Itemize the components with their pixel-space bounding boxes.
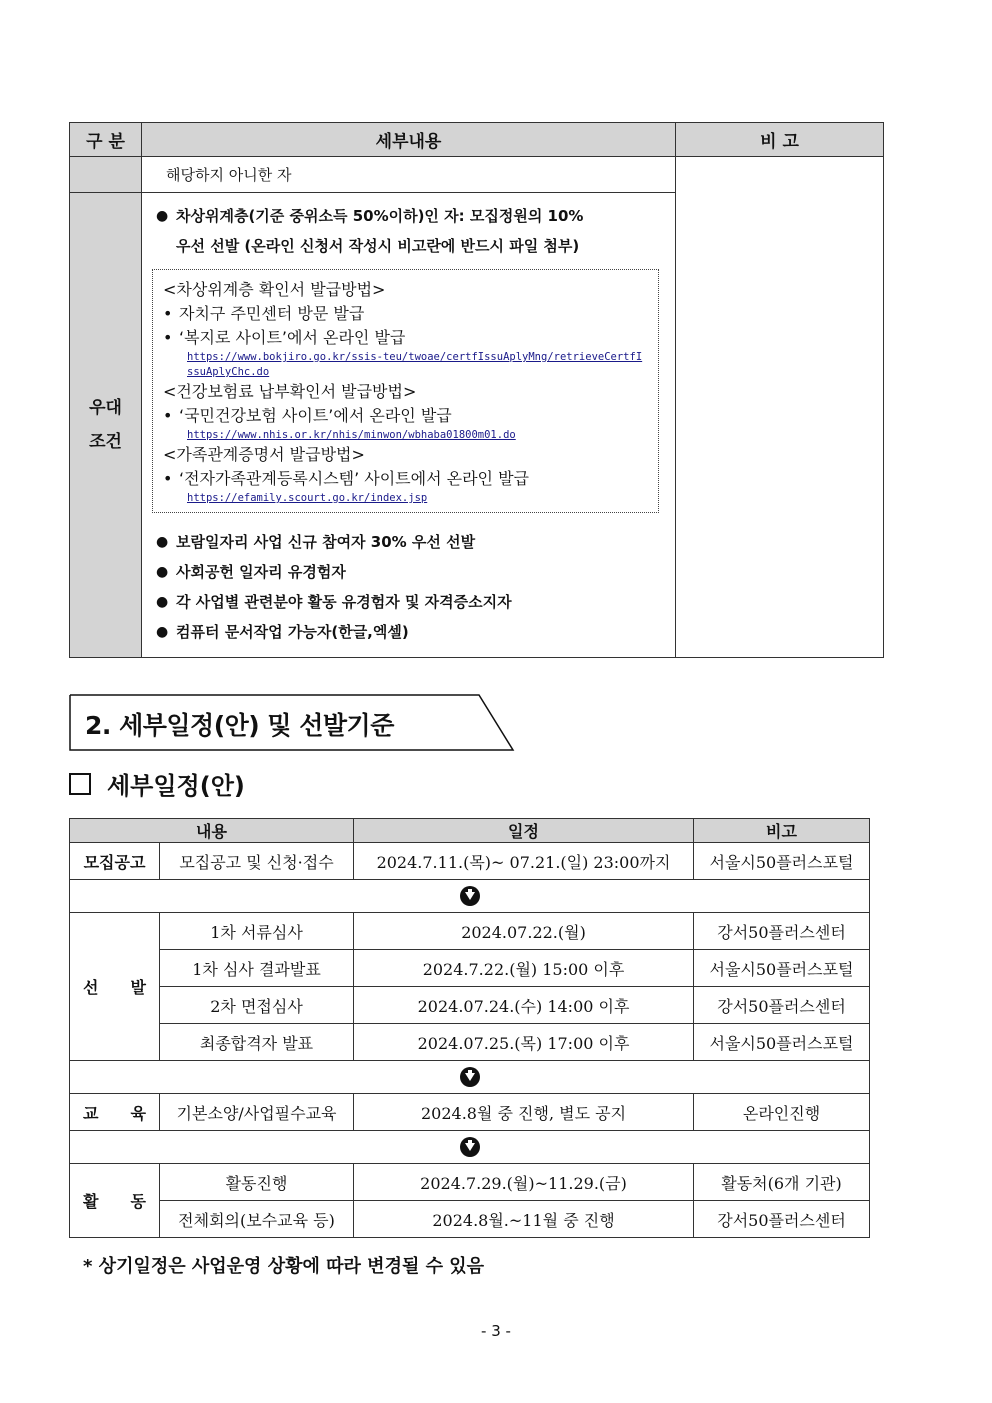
subsection-header [69,766,245,801]
note-cell: 서울시50플러스포털 [694,1024,870,1061]
header-gubun: 구 분 [70,123,142,157]
bullet-icon: ● [156,208,169,224]
bullet-icon: ● [156,564,169,580]
table-row [70,987,870,1024]
detail-cell [142,157,676,193]
condition-detail-cell [142,193,676,658]
note-cell: 강서50플러스센터 [694,1201,870,1238]
table-header-row [70,123,884,157]
note-cell: 온라인진행 [694,1094,870,1131]
box-heading: <건강보험료 납부확인서 발급방법> [163,382,417,401]
table-row [70,1201,870,1238]
empty-category-cell [70,157,142,193]
subsection-title: 세부일정(안) [107,772,245,800]
table-row [70,1094,870,1131]
arrow-down-icon [460,1137,480,1157]
note-cell: 서울시50플러스포털 [694,843,870,880]
category-cell: 선 발 [70,913,160,1061]
arrow-down-icon [460,886,480,906]
list-item: • 자치구 주민센터 방문 발급 [163,304,365,323]
condition-label: 우대 조건 [70,193,142,658]
list-item: ● 컴퓨터 문서작업 가능자(한글,엑셀) [152,617,665,647]
bullet-icon: ● [156,534,169,550]
table-row [70,913,870,950]
box-heading: <차상위계층 확인서 발급방법> [163,280,386,299]
arrow-row [70,1061,870,1094]
item-cell: 2차 면접심사 [160,987,354,1024]
page-number: - 3 - [481,1322,511,1340]
item-cell: 1차 심사 결과발표 [160,950,354,987]
bullet-icon: ● [156,624,169,640]
date-cell: 2024.7.11.(목)~ 07.21.(일) 23:00까지 [354,843,694,880]
table-row [70,1024,870,1061]
issuance-method-box [152,269,659,513]
date-cell: 2024.7.29.(월)~11.29.(금) [354,1164,694,1201]
date-cell: 2024.07.24.(수) 14:00 이후 [354,987,694,1024]
header-note: 비고 [694,819,870,843]
schedule-table [69,818,870,1238]
category-cell: 교 육 [70,1094,160,1131]
table-row [70,1164,870,1201]
arrow-row [70,880,870,913]
item-cell: 전체회의(보수교육 등) [160,1201,354,1238]
list-item: ● 차상위계층(기준 중위소득 50%이하)인 자: 모집정원의 10% 우선 선발 (온라인 신청서 작성시 비고란에 반드시 파일 첨부) [152,201,665,261]
list-item: ● 사회공헌 일자리 유경험자 [152,557,665,587]
section-header [69,694,515,752]
box-heading: <가족관계증명서 발급방법> [163,445,365,464]
date-cell: 2024.7.22.(월) 15:00 이후 [354,950,694,987]
list-item: • ‘국민건강보험 사이트’에서 온라인 발급 [163,406,452,425]
item-cell: 최종합격자 발표 [160,1024,354,1061]
bokjiro-link[interactable]: https://www.bokjiro.go.kr/ssis-teu/twoae/certfIssuAplyMng/retrieveCertfIssuAplyChc.do [187,351,643,378]
note-cell: 강서50플러스센터 [694,987,870,1024]
item-cell: 활동진행 [160,1164,354,1201]
header-schedule: 일정 [354,819,694,843]
nhis-link[interactable]: https://www.nhis.or.kr/nhis/minwon/wbhaba01800m01.do [187,429,516,441]
arrow-row [70,1131,870,1164]
date-cell: 2024.07.22.(월) [354,913,694,950]
eligibility-table [69,122,884,658]
bullet-icon: ● [156,594,169,610]
preference-list [152,525,665,647]
item-cell: 1차 서류심사 [160,913,354,950]
schedule-note: * 상기일정은 사업운영 상황에 따라 변경될 수 있음 [83,1256,485,1277]
list-item: • ‘복지로 사이트’에서 온라인 발급 [163,328,406,347]
item-cell: 기본소양/사업필수교육 [160,1094,354,1131]
table-row [70,950,870,987]
date-cell: 2024.07.25.(목) 17:00 이후 [354,1024,694,1061]
bigo-cell [676,157,884,658]
table-header-row [70,819,870,843]
header-bigo: 비 고 [676,123,884,157]
first-row-text: 해당하지 아니한 자 [166,166,292,184]
date-cell: 2024.8월 중 진행, 별도 공지 [354,1094,694,1131]
header-detail: 세부내용 [142,123,676,157]
efamily-link[interactable]: https://efamily.scourt.go.kr/index.jsp [187,492,428,504]
table-row [70,157,884,193]
checkbox-square-icon [69,773,91,795]
section-title: 2. 세부일정(안) 및 선발기준 [85,711,394,740]
note-cell: 활동처(6개 기관) [694,1164,870,1201]
item-cell: 모집공고 및 신청·접수 [160,843,354,880]
note-cell: 서울시50플러스포털 [694,950,870,987]
list-item: ● 각 사업별 관련분야 활동 유경험자 및 자격증소지자 [152,587,665,617]
note-cell: 강서50플러스센터 [694,913,870,950]
arrow-down-icon [460,1067,480,1087]
header-content: 내용 [70,819,354,843]
list-item: ● 보람일자리 사업 신규 참여자 30% 우선 선발 [152,527,665,557]
date-cell: 2024.8월.~11월 중 진행 [354,1201,694,1238]
list-item: • ‘전자가족관계등록시스템’ 사이트에서 온라인 발급 [163,469,530,488]
category-cell: 활 동 [70,1164,160,1238]
category-cell: 모집공고 [70,843,160,880]
table-row [70,843,870,880]
